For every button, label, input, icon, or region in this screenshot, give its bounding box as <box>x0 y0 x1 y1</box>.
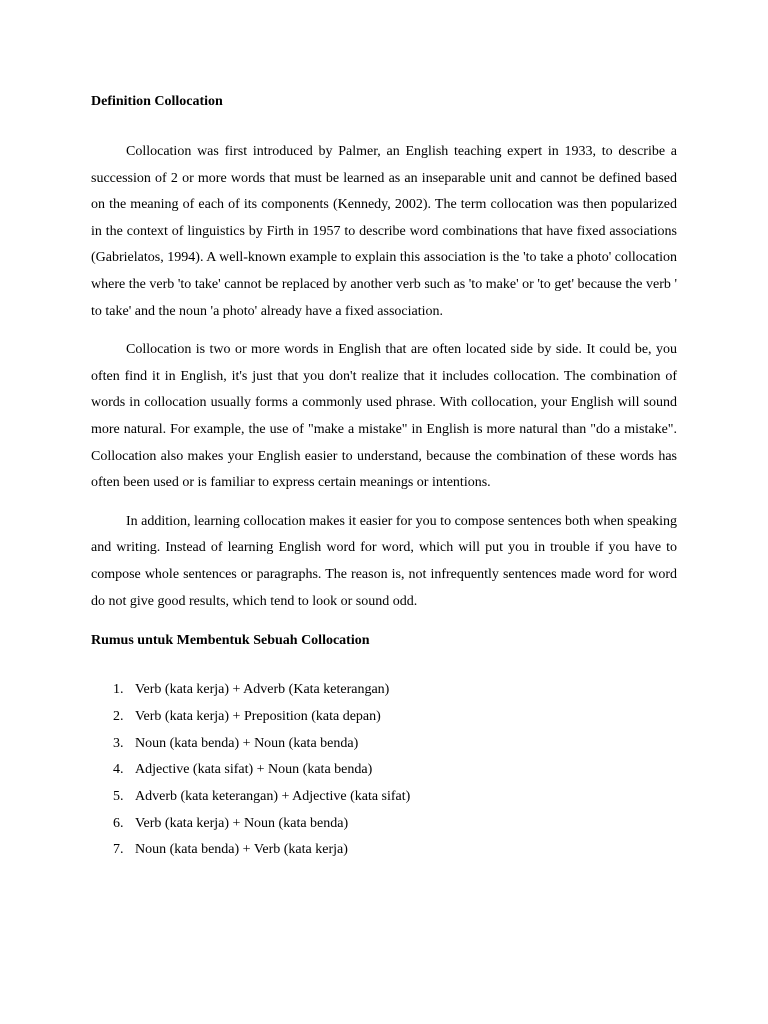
list-item-number: 7. <box>113 842 124 858</box>
list-item <box>91 677 677 704</box>
list-item-number: 5. <box>113 788 124 804</box>
list-item-text: Verb (kata kerja) + Noun (kata benda) <box>135 815 349 831</box>
list-item <box>91 784 677 811</box>
list-item <box>91 704 677 731</box>
list-item <box>91 731 677 758</box>
list-item-number: 1. <box>113 682 124 698</box>
list-item-number: 4. <box>113 762 124 778</box>
section-heading-rumus: Rumus untuk Membentuk Sebuah Collocation <box>91 633 370 649</box>
paragraph-1: Collocation was first introduced by Palmer, an English teaching expert in 1933, to describe a succession of 2 or more words that must be learned as an inseparable unit and cannot be defined based on the meaning of each of its components (Kennedy, 2002). The term collocation was then popularized in the context of linguistics by Firth in 1957 to describe word combinations that have fixed associations (Gabrielatos, 1994). A well-known example to explain this association is the 'to take a photo' collocation where the verb 'to take' cannot be replaced by another verb such as 'to make' or 'to get' because the verb ' to take' and the noun 'a photo' already have a fixed association. <box>91 144 677 319</box>
list-item <box>91 811 677 838</box>
list-item-text: Verb (kata kerja) + Adverb (Kata keterangan) <box>135 682 390 698</box>
list-item-number: 6. <box>113 815 124 831</box>
list-item-text: Noun (kata benda) + Verb (kata kerja) <box>135 842 348 858</box>
list-item-text: Adverb (kata keterangan) + Adjective (kata sifat) <box>135 788 411 804</box>
section-heading-definition: Definition Collocation <box>91 94 223 109</box>
list-item <box>91 837 677 864</box>
list-item <box>91 757 677 784</box>
list-item-number: 2. <box>113 708 124 724</box>
list-item-number: 3. <box>113 735 124 751</box>
formula-list <box>91 677 677 864</box>
paragraph-3: In addition, learning collocation makes it easier for you to compose sentences both when speaking and writing. Instead of learning English word for word, which will put you in trouble if you have to compose whole sentences or paragraphs. The reason is, not infrequently sentences made word for word do not give good results, which tend to look or sound odd. <box>91 513 677 609</box>
paragraph-2: Collocation is two or more words in English that are often located side by side. It could be, you often find it in English, it's just that you don't realize that it includes collocation. The combination of words in collocation usually forms a commonly used phrase. With collocation, your English will sound more natural. For example, the use of "make a mistake" in English is more natural than "do a mistake". Collocation also makes your English easier to understand, because the combination of these words has often been used or is familiar to express certain meanings or intentions. <box>91 342 677 491</box>
document-content <box>91 92 677 864</box>
list-item-text: Verb (kata kerja) + Preposition (kata depan) <box>135 708 381 724</box>
list-item-text: Noun (kata benda) + Noun (kata benda) <box>135 735 359 751</box>
list-item-text: Adjective (kata sifat) + Noun (kata benda) <box>135 762 373 778</box>
